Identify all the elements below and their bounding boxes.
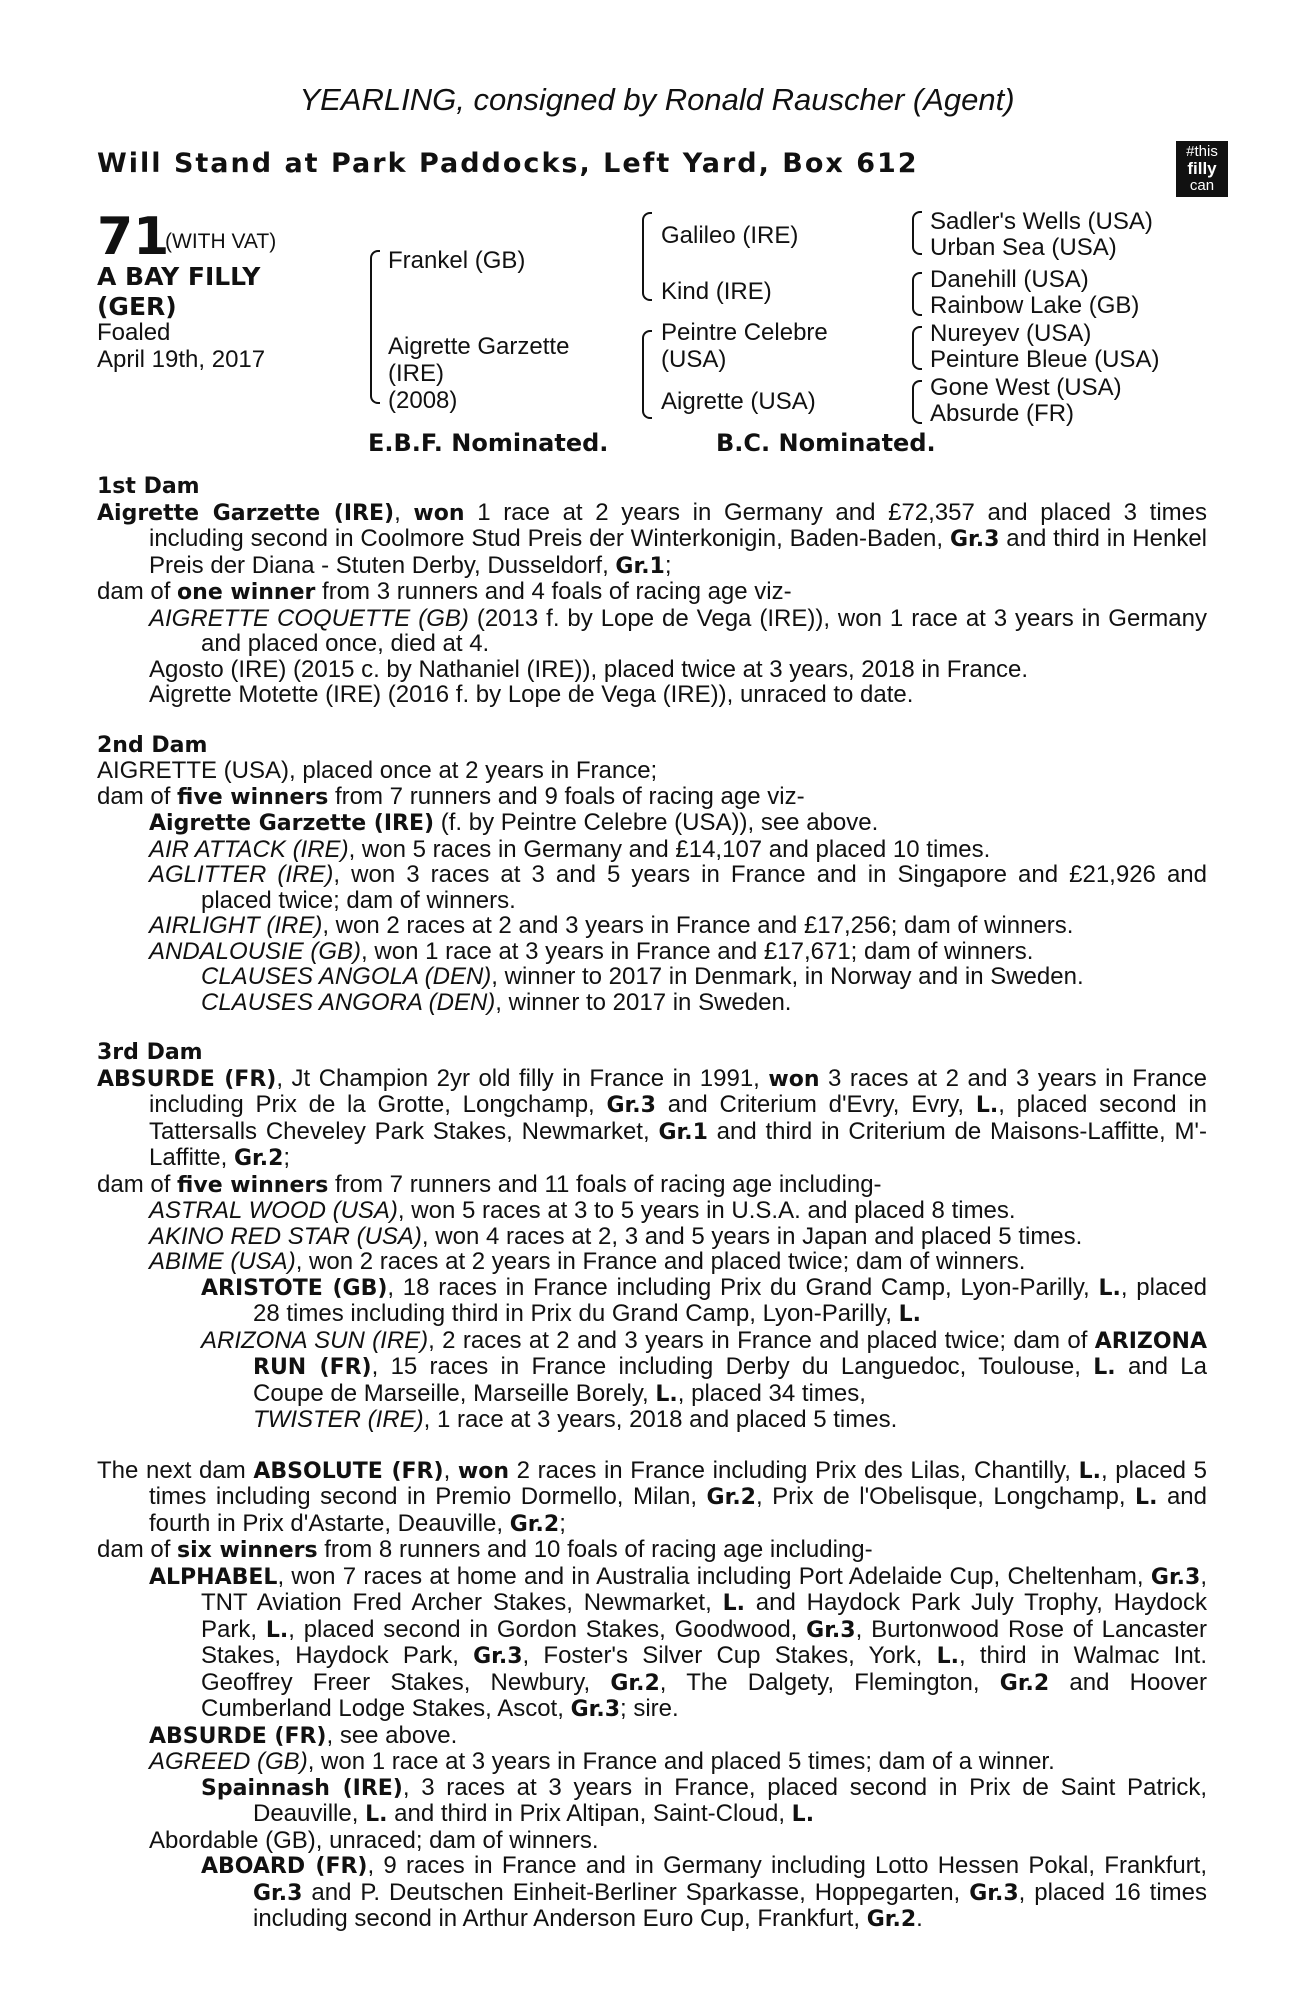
pedigree-sire-sire: Galileo (IRE) bbox=[661, 222, 799, 249]
grade-label: Gr.3 bbox=[806, 1617, 856, 1643]
grade-label: Gr.2 bbox=[866, 1907, 917, 1932]
text-run: , placed second in Gordon Stakes, Goodwood, bbox=[288, 1615, 807, 1643]
consignor-line: YEARLING, consigned by Ronald Rauscher (Agent) bbox=[299, 82, 1015, 117]
third-dam-heading: 3rd Dam bbox=[97, 1040, 203, 1065]
text-run: The next dam bbox=[97, 1456, 254, 1484]
horse-name: ARIZONA SUN (IRE) bbox=[201, 1326, 429, 1354]
pedigree-sire-dam: Kind (IRE) bbox=[661, 278, 772, 305]
second-dam-heading: 2nd Dam bbox=[97, 732, 208, 758]
first-dam-name: Aigrette Garzette (IRE) bbox=[97, 500, 395, 526]
produce-entry bbox=[97, 1723, 1207, 1750]
text-run: , see above. bbox=[326, 1721, 458, 1749]
third-dam-record bbox=[97, 1066, 1207, 1172]
listed-label: L. bbox=[791, 1802, 815, 1827]
horse-name: ABSOLUTE (FR) bbox=[253, 1458, 444, 1484]
text-run: , placed 5 times including second in Premio Dormello, Milan, bbox=[149, 1456, 1208, 1510]
stabling-location: Will Stand at Park Paddocks, Left Yard, Box 612 bbox=[97, 148, 919, 179]
horse-name: CLAUSES ANGORA (DEN) bbox=[201, 988, 496, 1016]
produce-entry bbox=[97, 1853, 1207, 1933]
horse-name: AGLITTER (IRE) bbox=[149, 861, 334, 888]
grade-label: Gr.2 bbox=[610, 1670, 660, 1696]
produce-entry bbox=[97, 1407, 1207, 1433]
horse-name: ALPHABEL bbox=[149, 1564, 278, 1590]
produce-entry bbox=[97, 939, 1207, 965]
listed-label: L. bbox=[365, 1802, 388, 1827]
grade-label: Gr.3 bbox=[570, 1697, 620, 1722]
horse-name: ABSURDE (FR) bbox=[149, 1723, 327, 1749]
text-run: , won 5 races at 3 to 5 years in U.S.A. and placed 8 times. bbox=[397, 1197, 1016, 1224]
text-run: , won 2 races at 2 years in France and placed twice; dam of winners. bbox=[295, 1248, 1026, 1275]
horse-name: ARISTOTE (GB) bbox=[201, 1275, 388, 1301]
text-run: and Criterium d'Evry, Evry, bbox=[655, 1091, 976, 1118]
text-run: 1 race at 2 years in Germany and £72,357 and placed 3 times including second in Coolmore Stud Preis der Winterkonigin, Baden-Baden, bbox=[149, 498, 1207, 552]
produce-entry bbox=[97, 990, 1207, 1016]
grade-label: Gr.3 bbox=[1150, 1564, 1201, 1590]
grade-label: Gr.3 bbox=[473, 1644, 523, 1669]
produce-entry bbox=[97, 810, 1207, 837]
produce-entry bbox=[97, 1749, 1207, 1775]
horse-description bbox=[97, 262, 297, 322]
produce-entry bbox=[97, 1198, 1207, 1224]
horse-name: AGREED (GB) bbox=[149, 1748, 308, 1775]
pedigree-gen3-7: Gone West (USA) bbox=[930, 374, 1122, 401]
grade-label: Gr.3 bbox=[969, 1880, 1019, 1906]
pedigree-dam-sire-line2: (USA) bbox=[661, 346, 727, 373]
text-run: , 18 races in France including Prix du Grand Camp, Lyon-Parilly, bbox=[387, 1273, 1099, 1301]
winner-count: five winners bbox=[177, 1172, 329, 1198]
horse-name: CLAUSES ANGOLA (DEN) bbox=[201, 963, 492, 990]
pedigree-brace-3d bbox=[912, 380, 922, 424]
horse-name: AIR ATTACK (IRE) bbox=[149, 835, 349, 863]
text-run: , won 2 races at 2 and 3 years in France and £17,256; dam of winners. bbox=[322, 912, 1074, 939]
text-run: , placed second in Tattersalls Cheveley Park Stakes, Newmarket, bbox=[149, 1091, 1208, 1145]
text-run: and fourth in Prix d'Astarte, Deauville, bbox=[149, 1483, 1208, 1537]
text-run: , placed 34 times, bbox=[677, 1379, 866, 1407]
pedigree-brace-2b bbox=[642, 330, 652, 419]
text-run: , placed 16 times including second in Arthur Anderson Euro Cup, Frankfurt, bbox=[253, 1878, 1207, 1932]
text-run: , won 5 races in Germany and £14,107 and placed 10 times. bbox=[348, 835, 991, 863]
third-dam-produce-summary bbox=[97, 1172, 1207, 1199]
text-run: ; sire. bbox=[620, 1695, 679, 1722]
produce-entry bbox=[97, 1564, 1207, 1723]
horse-name: AKINO RED STAR (USA) bbox=[149, 1222, 422, 1250]
logo-text-2: filly bbox=[1187, 159, 1217, 178]
first-dam-produce-summary bbox=[97, 579, 1207, 606]
pedigree-gen3-8: Absurde (FR) bbox=[930, 400, 1075, 427]
logo-text-1: #this bbox=[1186, 143, 1218, 160]
text-run: , Prix de l'Obelisque, Longchamp, bbox=[755, 1483, 1136, 1510]
winner-count: one winner bbox=[177, 580, 316, 605]
text-run: , The Dalgety, Flemington, bbox=[659, 1668, 1000, 1696]
listed-label: L. bbox=[1135, 1485, 1158, 1510]
listed-label: L. bbox=[1093, 1355, 1116, 1380]
listed-label: L. bbox=[265, 1617, 289, 1643]
winner-count: six winners bbox=[177, 1538, 318, 1563]
pedigree-brace-3a bbox=[912, 211, 922, 255]
text-run: 3 races at 2 and 3 years in France including Prix de la Grotte, Longchamp, bbox=[149, 1064, 1207, 1118]
pedigree-dam-sire bbox=[661, 319, 828, 373]
produce-entry bbox=[97, 1249, 1207, 1275]
horse-name: TWISTER (IRE) bbox=[253, 1406, 424, 1433]
text-run: , won 4 races at 2, 3 and 5 years in Japan and placed 5 times. bbox=[421, 1222, 1083, 1250]
bc-nominated: B.C. Nominated. bbox=[716, 429, 936, 457]
horse-name: AIGRETTE COQUETTE (GB) bbox=[149, 604, 469, 632]
text-run: from 7 runners and 9 foals of racing age viz- bbox=[328, 782, 805, 810]
text-run: , third in Walmac Int. Geoffrey Freer Stakes, Newbury, bbox=[201, 1642, 1208, 1696]
horse-name: ABIME (USA) bbox=[149, 1248, 296, 1275]
logo-text-3: can bbox=[1189, 177, 1215, 194]
text-run: , winner to 2017 in Sweden. bbox=[495, 988, 792, 1016]
pedigree-brace-3b bbox=[912, 272, 922, 316]
pedigree-gen3-1: Sadler's Wells (USA) bbox=[930, 208, 1153, 235]
pedigree-gen3-6: Peinture Bleue (USA) bbox=[930, 346, 1160, 373]
listed-label: L. bbox=[1078, 1458, 1101, 1484]
second-dam-record: AIGRETTE (USA), placed once at 2 years in France; bbox=[97, 757, 658, 784]
listed-label: L. bbox=[655, 1381, 678, 1407]
text-run: , 1 race at 3 years, 2018 and placed 5 times. bbox=[423, 1406, 898, 1433]
horse-name: ANDALOUSIE (GB) bbox=[149, 937, 362, 965]
text-run: and Hoover Cumberland Lodge Stakes, Ascot, bbox=[201, 1668, 1207, 1722]
text-run: , Jt Champion 2yr old filly in France in 1991, bbox=[276, 1064, 769, 1092]
text-run: and P. Deutschen Einheit-Berliner Sparkasse, Hoppegarten, bbox=[302, 1878, 970, 1906]
foaled-date: April 19th, 2017 bbox=[97, 346, 266, 373]
text-run: , 15 races in France including Derby du Languedoc, Toulouse, bbox=[371, 1353, 1094, 1380]
vat-status: (WITH VAT) bbox=[165, 230, 277, 253]
text-run: and Haydock Park July Trophy, Haydock Park, bbox=[201, 1589, 1207, 1643]
horse-name-line2: (GER) bbox=[97, 292, 177, 321]
text-run: and third in Henkel Preis der Diana - Stuten Derby, Dusseldorf, bbox=[149, 525, 1207, 579]
listed-label: L. bbox=[1098, 1275, 1121, 1301]
produce-entry: Aigrette Motette (IRE) (2016 f. by Lope de Vega (IRE)), unraced to date. bbox=[149, 681, 914, 708]
text-run: , Burtonwood Rose of Lancaster Stakes, Haydock Park, bbox=[201, 1615, 1208, 1669]
grade-label: Gr.1 bbox=[615, 553, 665, 579]
text-run: , won 3 races at 3 and 5 years in France and in Singapore and £21,926 and placed twice; dam of winners. bbox=[201, 861, 1208, 914]
text-run: and third in Criterium de Maisons-Laffitte, M'-Laffitte, bbox=[149, 1117, 1208, 1171]
pedigree-dam-dam: Aigrette (USA) bbox=[661, 388, 816, 415]
produce-entry bbox=[97, 1275, 1207, 1328]
pedigree-dam bbox=[388, 333, 569, 414]
text-run: dam of bbox=[97, 1170, 178, 1198]
grade-label: Gr.1 bbox=[658, 1119, 708, 1145]
produce-entry bbox=[97, 606, 1207, 657]
horse-name: ABOARD (FR) bbox=[201, 1854, 368, 1879]
horse-name-line1: A BAY FILLY bbox=[97, 262, 261, 291]
pedigree-gen3-5: Nureyev (USA) bbox=[930, 320, 1092, 347]
text-run: , TNT Aviation Fred Archer Stakes, Newmarket, bbox=[201, 1562, 1207, 1616]
grade-label: Gr.3 bbox=[606, 1093, 656, 1118]
text-run: , 2 races at 2 and 3 years in France and placed twice; dam of bbox=[428, 1326, 1095, 1354]
produce-entry bbox=[97, 913, 1207, 939]
text-run: , 3 races at 3 years in France, placed second in Prix de Saint Patrick, Deauville, bbox=[253, 1773, 1207, 1827]
text-run: , placed 28 times including third in Prix du Grand Camp, Lyon-Parilly, bbox=[253, 1273, 1207, 1327]
produce-entry: Abordable (GB), unraced; dam of winners. bbox=[149, 1826, 599, 1854]
horse-name: Aigrette Garzette (IRE) bbox=[149, 811, 435, 836]
produce-entry bbox=[97, 1224, 1207, 1250]
pedigree-dam-line2: (IRE) bbox=[388, 360, 444, 387]
text-run: dam of bbox=[97, 1536, 178, 1563]
text-run: from 3 runners and 4 foals of racing age viz- bbox=[315, 578, 792, 605]
horse-name: ABSURDE (FR) bbox=[97, 1066, 277, 1092]
produce-entry: Agosto (IRE) (2015 c. by Nathaniel (IRE)), placed twice at 3 years, 2018 in France. bbox=[149, 655, 1029, 683]
text-run: , 9 races in France and in Germany including Lotto Hessen Pokal, Frankfurt, bbox=[367, 1852, 1207, 1879]
this-filly-can-logo bbox=[1176, 141, 1228, 197]
grade-label: Gr.3 bbox=[949, 527, 1000, 552]
text-run: , won 1 race at 3 years in France and placed 5 times; dam of a winner. bbox=[307, 1748, 1055, 1775]
pedigree-dam-sire-line1: Peintre Celebre bbox=[661, 319, 828, 346]
horse-name: ARIZONA RUN (FR) bbox=[253, 1328, 1207, 1380]
pedigree-gen3-3: Danehill (USA) bbox=[930, 266, 1089, 293]
text-run: dam of bbox=[97, 782, 178, 810]
grade-label: Gr.2 bbox=[509, 1511, 560, 1537]
listed-label: L. bbox=[722, 1591, 745, 1616]
foaled-label: Foaled bbox=[97, 319, 171, 346]
pedigree-sire: Frankel (GB) bbox=[388, 247, 526, 274]
text-run: ; bbox=[664, 551, 672, 579]
text-run: , won 7 races at home and in Australia including Port Adelaide Cup, Cheltenham, bbox=[277, 1562, 1151, 1590]
text-run: ; bbox=[559, 1509, 566, 1537]
text-run: (f. by Peintre Celebre (USA)), see above. bbox=[434, 809, 879, 836]
winner-count: five winners bbox=[177, 784, 329, 810]
produce-entry bbox=[97, 1328, 1207, 1408]
text-run: and La Coupe de Marseille, Marseille Borely, bbox=[253, 1353, 1207, 1407]
text-run: . bbox=[916, 1905, 923, 1932]
foaled-info bbox=[97, 319, 265, 373]
text-run: 2 races in France including Prix des Lilas, Chantilly, bbox=[509, 1456, 1079, 1484]
grade-label: Gr.3 bbox=[253, 1880, 303, 1906]
produce-entry bbox=[97, 837, 1207, 863]
pedigree-brace-1 bbox=[370, 250, 380, 404]
pedigree-dam-line1: Aigrette Garzette bbox=[388, 333, 570, 360]
grade-label: Gr.2 bbox=[999, 1670, 1050, 1696]
text-run: dam of bbox=[97, 578, 178, 605]
text-run: from 8 runners and 10 foals of racing age including- bbox=[317, 1536, 873, 1563]
pedigree-dam-line3: (2008) bbox=[388, 387, 458, 414]
text-run: , Foster's Silver Cup Stakes, York, bbox=[522, 1642, 937, 1669]
grade-label: Gr.2 bbox=[233, 1146, 284, 1171]
pedigree-brace-3c bbox=[912, 326, 922, 370]
text-run: (2013 f. by Lope de Vega (IRE)), won 1 race at 3 years in Germany and placed once, died at 4. bbox=[201, 604, 1207, 657]
listed-label: L. bbox=[898, 1302, 921, 1327]
produce-entry bbox=[97, 964, 1207, 990]
second-dam-produce-summary bbox=[97, 784, 1207, 811]
listed-label: L. bbox=[936, 1644, 959, 1669]
horse-name: ASTRAL WOOD (USA) bbox=[149, 1197, 398, 1224]
text-run: , winner to 2017 in Denmark, in Norway and in Sweden. bbox=[491, 963, 1084, 990]
horse-name: AIRLIGHT (IRE) bbox=[149, 912, 323, 939]
text-run: from 7 runners and 11 foals of racing age including- bbox=[328, 1170, 882, 1198]
first-dam-heading: 1st Dam bbox=[97, 474, 200, 499]
lot-number: 71 bbox=[97, 207, 170, 267]
next-dam-produce-summary bbox=[97, 1537, 1207, 1564]
text-run: ; bbox=[283, 1144, 291, 1171]
catalogue-body bbox=[97, 474, 1207, 1933]
grade-label: Gr.2 bbox=[706, 1485, 756, 1510]
horse-name: Spainnash (IRE) bbox=[201, 1775, 403, 1801]
produce-entry bbox=[97, 1775, 1207, 1828]
won-label: won bbox=[768, 1066, 820, 1092]
pedigree-gen3-2: Urban Sea (USA) bbox=[930, 234, 1117, 261]
produce-entry bbox=[97, 862, 1207, 913]
ebf-nominated: E.B.F. Nominated. bbox=[368, 429, 609, 457]
first-dam-record: Aigrette Garzette (IRE), won 1 race at 2 years in Germany and £72,357 and placed 3 times including second in Coolmore Stud Preis der Winterkonigin, Baden-Baden, Gr.3 and third in Henkel Preis der Diana - Stuten Derby, Dusseldorf, Gr.1; bbox=[97, 498, 1207, 579]
next-dam-record: The next dam ABSOLUTE (FR), won 2 races in France including Prix des Lilas, Chantilly, L., placed 5 times including second in Premio Dormello, Milan, Gr.2, Prix de l'Obelisque, Longchamp, L. and fourth in Prix d'Astarte, Deauville, Gr.2; bbox=[97, 1456, 1208, 1537]
won-label: won bbox=[457, 1458, 509, 1484]
text-run: and third in Prix Altipan, Saint-Cloud, bbox=[387, 1800, 792, 1827]
won-label: won bbox=[413, 500, 465, 526]
text-run: , won 1 race at 3 years in France and £17,671; dam of winners. bbox=[361, 937, 1034, 965]
pedigree-gen3-4: Rainbow Lake (GB) bbox=[930, 292, 1140, 319]
listed-label: L. bbox=[975, 1093, 999, 1118]
pedigree-brace-2a bbox=[642, 212, 652, 301]
